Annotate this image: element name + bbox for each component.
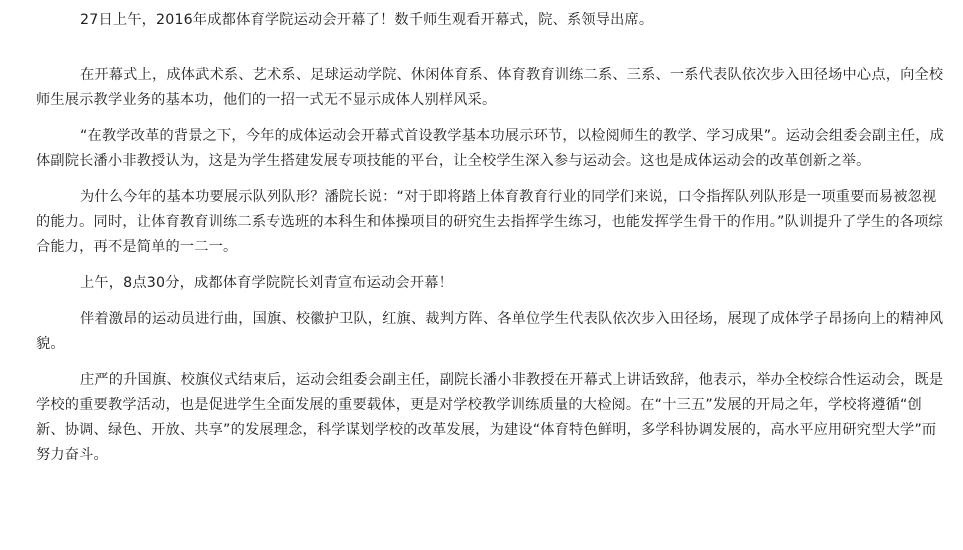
article-paragraph-ceremony: 在开幕式上，成体武术系、艺术系、足球运动学院、休闲体育系、体育教育训练二系、三系、一系代表队依次步入田径场中心点，向全校师生展示教学业务的基本功，他们的一招一式无不显示成体人别样风采。: [36, 67, 944, 108]
article-paragraph-reform: “在教学改革的背景之下，今年的成体运动会开幕式首设教学基本功展示环节，以检阅师生的教学、学习成果”。运动会组委会副主任，成体副院长潘小非教授认为，这是为学生搭建发展专项技能的平台，让全校学生深入参与运动会。这也是成体运动会的改革创新之举。: [36, 128, 944, 169]
article-paragraph-speech: 庄严的升国旗、校旗仪式结束后，运动会组委会副主任，副院长潘小非教授在开幕式上讲话致辞，他表示，举办全校综合性运动会，既是学校的重要教学活动，也是促进学生全面发展的重要载体，更是对学校教学训练质量的大检阅。在“十三五”发展的开局之年，学校将遵循“创新、协调、绿色、开放、共享”的发展理念，科学谋划学校的改革发展，为建设“体育特色鲜明，多学科协调发展的，高水平应用研究型大学”而努力奋斗。: [36, 372, 944, 463]
article-paragraph-formation: 为什么今年的基本功要展示队列队形？潘院长说：“对于即将踏上体育教育行业的同学们来说，口令指挥队列队形是一项重要而易被忽视的能力。同时，让体育教育训练二系专选班的本科生和体操项目的研究生去指挥学生练习，也能发挥学生骨干的作用。”队训提升了学生的各项综合能力，再不是简单的一二一。: [36, 189, 943, 255]
article-paragraph-parade: 伴着激昂的运动员进行曲，国旗、校徽护卫队，红旗、裁判方阵、各单位学生代表队依次步入田径场，展现了成体学子昂扬向上的精神风貌。: [36, 311, 944, 352]
article-body: [36, 8, 948, 468]
article-paragraph-opening: 27日上午，2016年成都体育学院运动会开幕了！数千师生观看开幕式，院、系领导出席。: [80, 12, 654, 28]
article-paragraph-announcement: 上午，8点30分，成都体育学院院长刘青宣布运动会开幕！: [80, 275, 453, 291]
